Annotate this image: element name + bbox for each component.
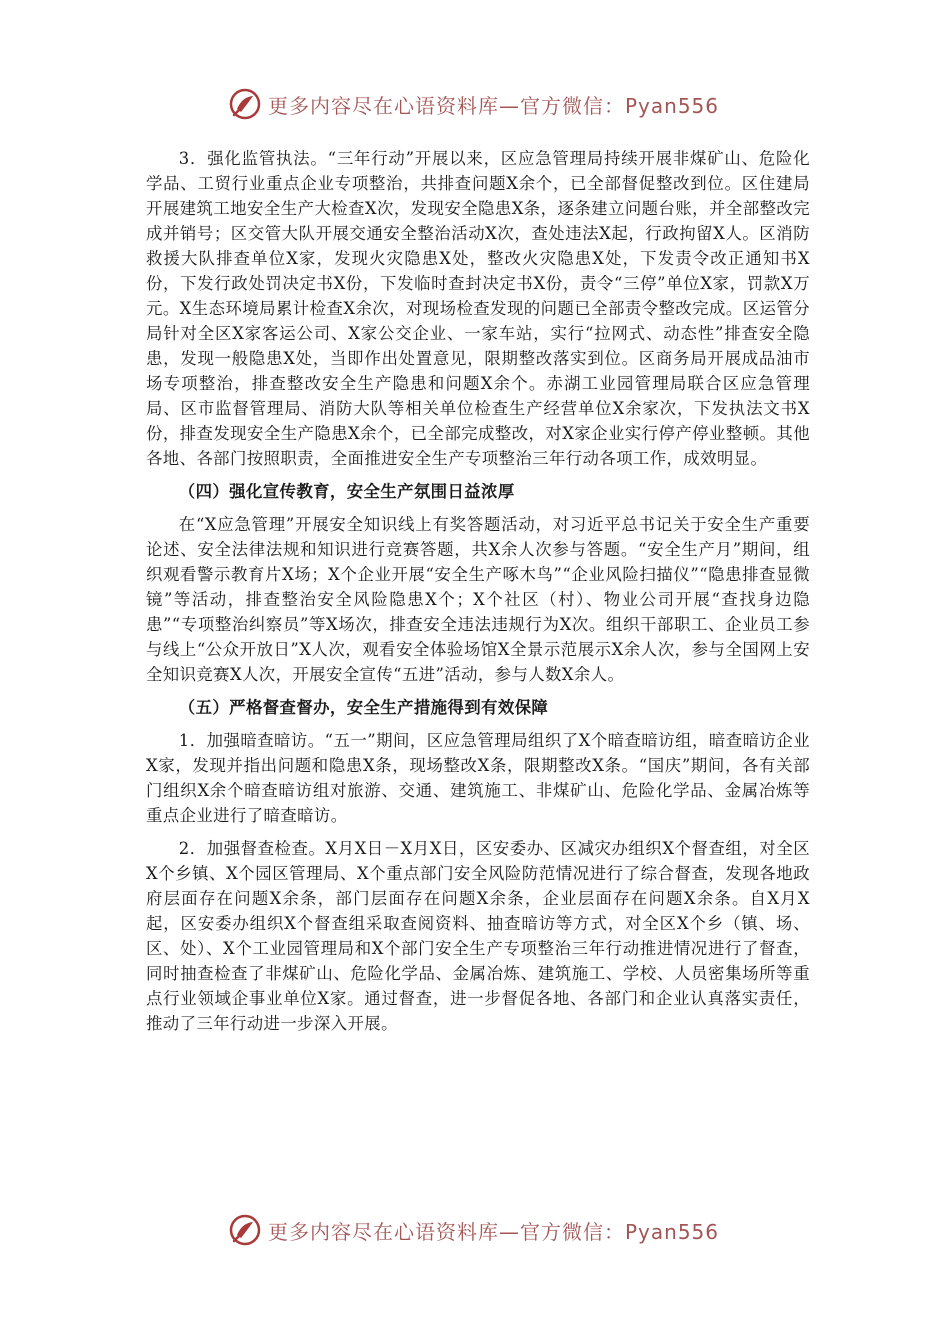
footer-watermark-banner bbox=[228, 1210, 719, 1250]
logo-icon bbox=[228, 87, 262, 121]
document-body bbox=[146, 146, 810, 1036]
logo-icon bbox=[228, 1213, 262, 1247]
paragraph-secret-inspections: 1．加强暗查暗访。“五一”期间，区应急管理局组织了X个暗查暗访组，暗查暗访企业X家，发现并指出问题和隐患X条，现场整改X条，限期整改X条。“国庆”期间，各有关部门组织X余个暗查暗访组对旅游、交通、建筑施工、非煤矿山、危险化学品、金属冶炼等重点企业进行了暗查暗访。 bbox=[146, 731, 810, 825]
header-watermark-banner bbox=[228, 84, 719, 124]
paragraph-supervision-checks: 2．加强督查检查。X月X日－X月X日，区安委办、区减灾办组织X个督查组，对全区X个乡镇、X个园区管理局、X个重点部门安全风险防范情况进行了综合督查，发现各地政府层面存在问题X余条，部门层面存在问题X余条，企业层面存在问题X余条。自X月X起，区安委办组织X个督查组采取查阅资料、抽查暗访等方式，对全区X个乡（镇、场、区、处）、X个工业园管理局和X个部门安全生产专项整治三年行动推进情况进行了督查，同时抽查检查了非煤矿山、危险化学品、金属冶炼、建筑施工、学校、人员密集场所等重点行业领域企事业单位X家。通过督查，进一步督促各地、各部门和企业认真落实责任，推动了三年行动进一步深入开展。 bbox=[146, 839, 810, 1033]
watermark-text: 更多内容尽在心语资料库—官方微信：Pyan556 bbox=[268, 93, 720, 118]
paragraph-publicity-education: 在“X应急管理”开展安全知识线上有奖答题活动，对习近平总书记关于安全生产重要论述、安全法律法规和知识进行竞赛答题，共X余人次参与答题。“安全生产月”期间，组织观看警示教育片X场；X个企业开展“安全生产啄木鸟”“企业风险扫描仪”“隐患排查显微镜”等活动，排查整治安全风险隐患X个；X个社区（村）、物业公司开展“查找身边隐患”“专项整治纠察员”等X场次，排查安全违法违规行为X次。组织干部职工、企业员工参与线上“公众开放日”X人次，观看安全体验场馆X全景示范展示X余人次，参与全国网上安全知识竞赛X人次，开展安全宣传“五进”活动，参与人数X余人。 bbox=[146, 515, 810, 684]
section-heading-inspection-supervision: （五）严格督查督办，安全生产措施得到有效保障 bbox=[178, 698, 549, 717]
watermark-text: 更多内容尽在心语资料库—官方微信：Pyan556 bbox=[268, 1219, 720, 1244]
section-heading-publicity-education: （四）强化宣传教育，安全生产氛围日益浓厚 bbox=[178, 482, 515, 501]
paragraph-supervision-enforcement: 3．强化监管执法。“三年行动”开展以来，区应急管理局持续开展非煤矿山、危险化学品、工贸行业重点企业专项整治，共排查问题X余个，已全部督促整改到位。区住建局开展建筑工地安全生产大检查X次，发现安全隐患X条，逐条建立问题台账，并全部整改完成并销号；区交管大队开展交通安全整治活动X次，查处违法X起，行政拘留X人。区消防救援大队排查单位X家，发现火灾隐患X处，整改火灾隐患X处，下发责令改正通知书X份，下发行政处罚决定书X份，下发临时查封决定书X份，责令“三停”单位X家，罚款X万元。X生态环境局累计检查X余次，对现场检查发现的问题已全部责令整改完成。区运管分局针对全区X家客运公司、X家公交企业、一家车站，实行“拉网式、动态性”排查安全隐患，发现一般隐患X处，当即作出处置意见，限期整改落实到位。区商务局开展成品油市场专项整治，排查整改安全生产隐患和问题X余个。赤湖工业园管理局联合区应急管理局、区市监督管理局、消防大队等相关单位检查生产经营单位X余家次，下发执法文书X份，排查发现安全生产隐患X余个，已全部完成整改，对X家企业实行停产停业整顿。其他各地、各部门按照职责，全面推进安全生产专项整治三年行动各项工作，成效明显。 bbox=[146, 149, 810, 468]
